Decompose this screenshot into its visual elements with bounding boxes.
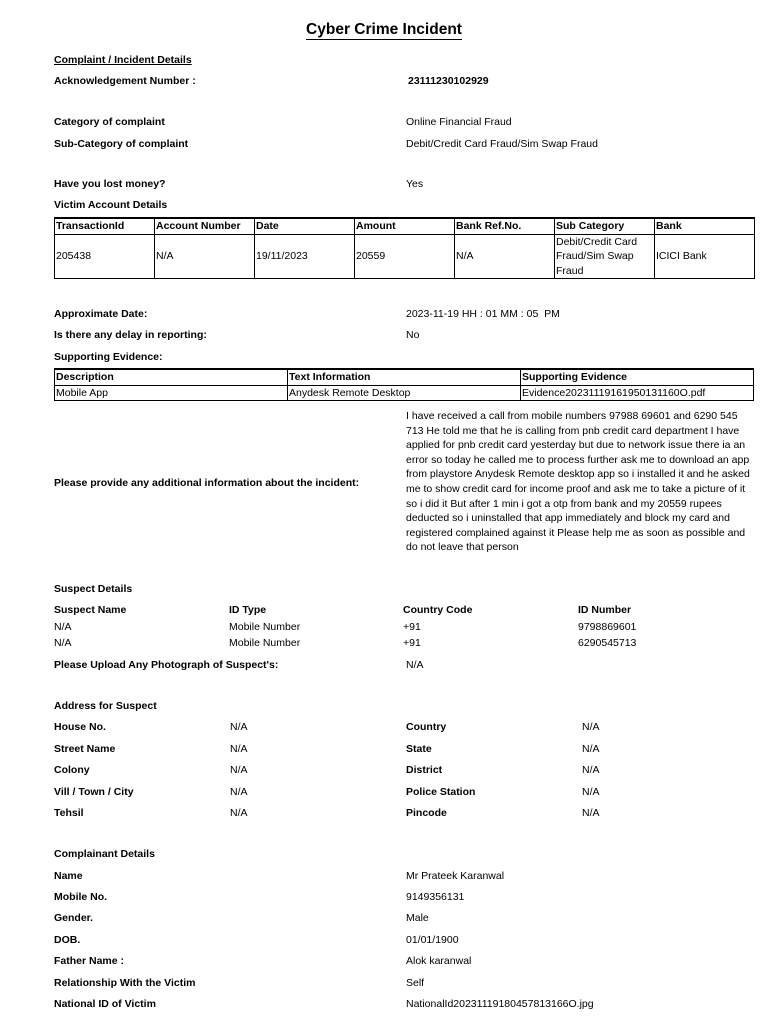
suspect-cell: +91	[403, 621, 421, 633]
category-label: Category of complaint	[54, 116, 165, 128]
address-label: Vill / Town / City	[54, 786, 134, 798]
table-cell: Mobile App	[55, 385, 288, 400]
delay-label: Is there any delay in reporting:	[54, 329, 207, 341]
suspect-cell: Mobile Number	[229, 621, 301, 633]
complainant-value: Mr Prateek Karanwal	[406, 870, 505, 882]
col-header: Amount	[355, 218, 455, 234]
suspect-heading: Suspect Details	[54, 583, 133, 595]
ack-value: 23111230102929	[408, 75, 489, 87]
suspect-cell: N/A	[54, 637, 72, 649]
table-cell: N/A	[155, 234, 255, 279]
address-label: State	[406, 743, 432, 755]
col-header: Supporting Evidence	[521, 369, 754, 385]
document-title: Cyber Crime Incident	[306, 21, 462, 38]
complainant-label: National ID of Victim	[54, 998, 156, 1010]
address-label: Street Name	[54, 743, 116, 755]
col-header: Bank	[655, 218, 755, 234]
address-label: District	[406, 764, 443, 776]
evidence-heading: Supporting Evidence:	[54, 351, 163, 363]
address-value: N/A	[230, 743, 248, 755]
complainant-label: Name	[54, 870, 83, 882]
suspect-cell: Mobile Number	[229, 637, 301, 649]
table-row	[55, 234, 755, 279]
evidence-table	[54, 368, 754, 401]
col-header: Description	[55, 369, 288, 385]
address-value: N/A	[230, 721, 248, 733]
complainant-value: NationalId20231119180457813166O.jpg	[406, 998, 594, 1010]
address-label: House No.	[54, 721, 106, 733]
complainant-value: 9149356131	[406, 891, 465, 903]
address-label: Tehsil	[54, 807, 84, 819]
address-label: Colony	[54, 764, 90, 776]
complainant-label: DOB.	[54, 934, 81, 946]
address-value: N/A	[230, 764, 248, 776]
suspect-photo-label: Please Upload Any Photograph of Suspect's:	[54, 659, 279, 671]
col-header: Text Information	[288, 369, 521, 385]
suspect-photo-value: N/A	[406, 659, 424, 671]
address-label: Police Station	[406, 786, 476, 798]
address-heading: Address for Suspect	[54, 700, 157, 712]
table-cell: Anydesk Remote Desktop	[288, 385, 521, 400]
complainant-label: Relationship With the Victim	[54, 977, 196, 989]
table-cell: 19/11/2023	[255, 234, 355, 279]
col-header: Account Number	[155, 218, 255, 234]
table-row	[55, 385, 754, 400]
address-value: N/A	[230, 807, 248, 819]
address-label: Pincode	[406, 807, 447, 819]
lost-money-label: Have you lost money?	[54, 178, 166, 190]
suspect-col-header: ID Type	[229, 604, 267, 616]
subcategory-label: Sub-Category of complaint	[54, 138, 189, 150]
suspect-cell: N/A	[54, 621, 72, 633]
table-cell: Evidence20231119161950131160O.pdf	[521, 385, 754, 400]
complainant-value: Self	[406, 977, 425, 989]
complainant-value: Male	[406, 912, 429, 924]
suspect-cell: 6290545713	[578, 637, 637, 649]
delay-value: No	[406, 329, 420, 341]
suspect-col-header: Country Code	[403, 604, 473, 616]
complainant-heading: Complainant Details	[54, 848, 155, 860]
table-cell: ICICI Bank	[655, 234, 755, 279]
address-value: N/A	[230, 786, 248, 798]
col-header: TransactionId	[55, 218, 155, 234]
victim-account-heading: Victim Account Details	[54, 199, 168, 211]
victim-account-table	[54, 217, 755, 279]
col-header: Date	[255, 218, 355, 234]
table-cell: N/A	[455, 234, 555, 279]
complainant-label: Father Name :	[54, 955, 125, 967]
suspect-cell: +91	[403, 637, 421, 649]
complaint-section-heading: Complaint / Incident Details	[54, 54, 192, 66]
category-value: Online Financial Fraud	[406, 116, 512, 128]
additional-info-label: Please provide any additional information about the incident:	[54, 477, 360, 489]
address-value: N/A	[582, 786, 600, 798]
suspect-cell: 9798869601	[578, 621, 637, 633]
additional-info-text: I have received a call from mobile numbers 97988 69601 and 6290 545 713 He told me that he is calling from pnb credit card department I have applied for pnb credit card yesterday but due to network issue there ia an error so today he called me to process further ask me to download an app from playstore Anydesk Remote desktop app so i installed it and he asked me to show credit card for income proof and ask me to take a picture of it so i did it But after 1 min i got a otp from bank and my 20559 rupees deducted so i uninstalled that app immediately and block my card and registered complained against it Please help me as soon as possible and do not leave that person	[406, 410, 750, 554]
address-value: N/A	[582, 721, 600, 733]
lost-money-value: Yes	[406, 178, 424, 190]
table-cell: 20559	[355, 234, 455, 279]
address-value: N/A	[582, 743, 600, 755]
ack-label: Acknowledgement Number :	[54, 75, 196, 87]
complainant-label: Mobile No.	[54, 891, 108, 903]
complainant-value: 01/01/1900	[406, 934, 459, 946]
col-header: Bank Ref.No.	[455, 218, 555, 234]
complainant-value: Alok karanwal	[406, 955, 472, 967]
approx-date-value: 2023-11-19 HH : 01 MM : 05 PM	[406, 308, 560, 320]
address-value: N/A	[582, 764, 600, 776]
table-cell: Debit/Credit Card Fraud/Sim Swap Fraud	[555, 234, 655, 279]
address-value: N/A	[582, 807, 600, 819]
col-header: Sub Category	[555, 218, 655, 234]
approx-date-label: Approximate Date:	[54, 308, 148, 320]
subcategory-value: Debit/Credit Card Fraud/Sim Swap Fraud	[406, 138, 598, 150]
address-label: Country	[406, 721, 447, 733]
table-cell: 205438	[55, 234, 155, 279]
suspect-col-header: Suspect Name	[54, 604, 127, 616]
suspect-col-header: ID Number	[578, 604, 632, 616]
complainant-label: Gender.	[54, 912, 94, 924]
